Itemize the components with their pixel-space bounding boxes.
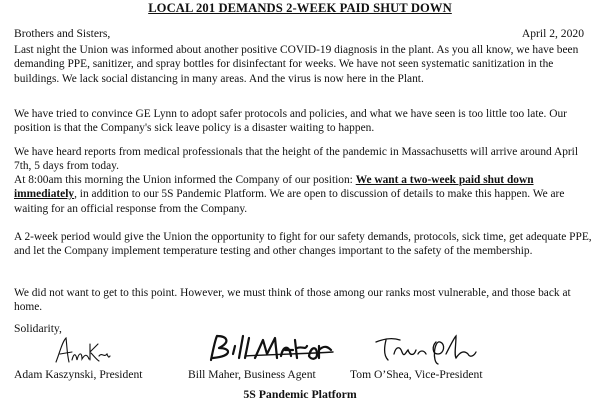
- letter-date: April 2, 2020: [521, 27, 584, 40]
- paragraph-vulnerable-members: We did not want to get to this point. However, we must think of those among our ranks most vulnerable, and those back at home.: [14, 287, 571, 314]
- signature-scribble-1: [52, 332, 112, 366]
- paragraph-pandemic-height: We have heard reports from medical professionals that the height of the pandemic in Massachusetts will arrive around April 7th, 5 days from today.: [14, 146, 579, 173]
- signature-scribble-3: [370, 332, 480, 366]
- paragraph-two-week-period: A 2-week period would give the Union the opportunity to fight for our safety demands, protocols, sick time, get adequate PPE, and let the Company implement temperature testing and other changes important to the safety of the membership.: [14, 231, 592, 258]
- signer-vice-president: Tom O’Shea, Vice-President: [350, 368, 483, 381]
- position-details: , in addition to our 5S Pandemic Platform. We are open to discussion of details to make this happen. We are waiting for an official response from the Company.: [14, 188, 565, 215]
- signature-scribble-2: [205, 332, 335, 364]
- signature-tom-oshea: [370, 332, 480, 366]
- greeting: Brothers and Sisters,: [14, 27, 111, 40]
- closing: Solidarity,: [14, 322, 62, 335]
- paragraph-covid-diagnosis: Last night the Union was informed about another positive COVID-19 diagnosis in the plant. As you all know, we have been demanding PPE, sanitizer, and spray bottles for disinfectant for weeks. We have not seen systematic sanitization in the buildings. We lack social distancing in many areas. And the virus is now here in the Plant.: [14, 44, 579, 85]
- position-intro: At 8:00am this morning the Union informed the Company of our position:: [14, 174, 356, 186]
- footer-heading: 5S Pandemic Platform: [243, 387, 357, 401]
- letter-title: LOCAL 201 DEMANDS 2-WEEK PAID SHUT DOWN: [148, 1, 452, 15]
- signature-bill-maher: [205, 332, 335, 364]
- signer-president: Adam Kaszynski, President: [14, 368, 143, 381]
- shutdown-demand: We want a two-week paid shut down immediately: [14, 174, 534, 201]
- paragraph-ge-lynn-protocols: We have tried to convince GE Lynn to adopt safer protocols and policies, and what we have seen is too little too late. Our position is that the Company's sick leave policy is a disaster waiting to happen.: [14, 108, 567, 135]
- signature-adam-kaszynski: [52, 332, 112, 366]
- signer-business-agent: Bill Maher, Business Agent: [188, 368, 316, 381]
- paragraph-union-position: [14, 173, 592, 216]
